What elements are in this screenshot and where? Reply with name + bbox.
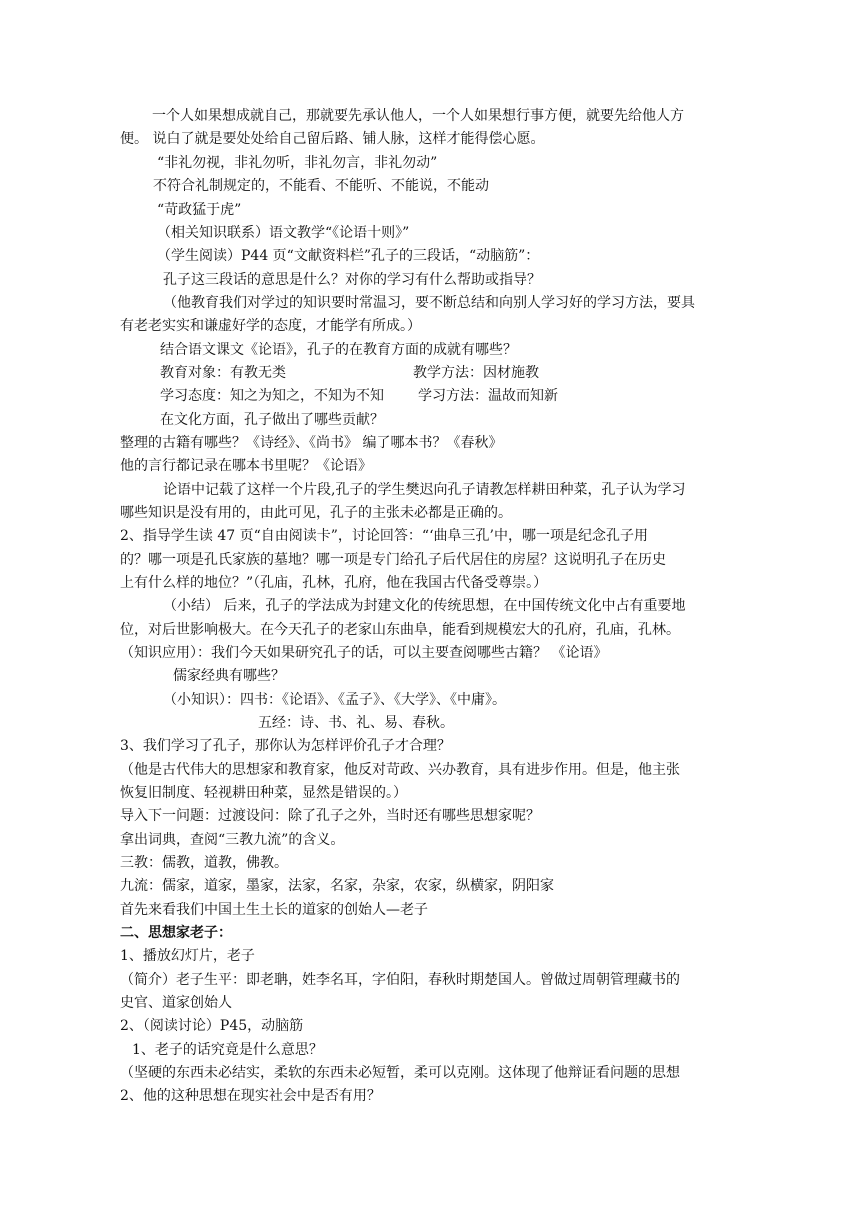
text-line: “苛政猛于虎” (157, 202, 242, 218)
text-line: 1、老子的话究竟是什么意思？ (132, 1042, 323, 1058)
text-line: 便。 说白了就是要处处给自己留后路、铺人脉，这样才能得偿心愿。 (120, 131, 545, 147)
text-line: （知识应用）：我们今天如果研究孔子的话，可以主要查阅哪些古籍？ 《论语》 (120, 645, 608, 661)
text-line: 孔子这三段话的意思是什么？对你的学习有什么帮助或指导？ (163, 272, 541, 288)
text-line: （相关知识联系）语文教学“《论语十则》” (157, 225, 410, 241)
text-line: （简介）老子生平：即老聃，姓李名耳，字伯阳，春秋时期楚国人。曾做过周朝管理藏书的 (120, 972, 680, 988)
text-line: 2、（阅读讨论）P45，动脑筋 (120, 1018, 304, 1034)
text-line: 九流：儒家，道家，墨家，法家，名家，杂家，农家，纵横家，阴阳家 (120, 878, 554, 894)
text-line: 2、指导学生读 47 页“自由阅读卡”，讨论回答：“‘曲阜三孔’中，哪一项是纪念孔子用 (120, 528, 648, 544)
text-line: （学生阅读）P44 页“文献资料栏”孔子的三段话，“动脑筋”： (157, 248, 540, 264)
text-line: 上有什么样的地位？”（孔庙，孔林，孔府，他在我国古代备受尊崇。） (120, 575, 548, 591)
text-line: 他的言行都记录在哪本书里呢？《论语》 (120, 458, 372, 474)
text-line: 教学方法：因材施教 (413, 365, 539, 381)
text-line: 2、他的这种思想在现实社会中是否有用？ (120, 1088, 381, 1104)
text-line: 教育对象：有教无类 (160, 365, 286, 381)
text-line: 五经：诗、书、礼、易、春秋。 (258, 715, 454, 731)
text-line: 不符合礼制规定的，不能看、不能听、不能说，不能动 (153, 178, 489, 194)
section-heading: 二、思想家老子： (120, 925, 232, 941)
text-line: 学习态度：知之为知之，不知为不知 (160, 388, 384, 404)
text-line: 哪些知识是没有用的，由此可见，孔子的主张未必都是正确的。 (120, 505, 512, 521)
text-line: 首先来看我们中国土生土长的道家的创始人—老子 (120, 902, 428, 918)
text-line: 在文化方面，孔子做出了哪些贡献？ (160, 412, 384, 428)
text-line: 三教：儒教，道教，佛教。 (120, 855, 288, 871)
text-line: 导入下一问题：过渡设问：除了孔子之外，当时还有哪些思想家呢？ (120, 808, 540, 824)
text-line: （他是古代伟大的思想家和教育家，他反对苛政、兴办教育，具有进步作用。但是，他主张 (120, 762, 680, 778)
text-line: 1、播放幻灯片，老子 (120, 948, 255, 964)
text-line: （小知识）：四书：《论语》、《孟子》、《大学》、《中庸》。 (163, 692, 506, 708)
text-line: 学习方法：温故而知新 (418, 388, 558, 404)
text-line: （小结） 后来，孔子的学法成为封建文化的传统思想，在中国传统文化中占有重要地 (163, 598, 686, 614)
text-line: 史官、道家创始人 (120, 995, 232, 1011)
text-line: “非礼勿视，非礼勿听，非礼勿言，非礼勿动” (157, 155, 438, 171)
text-line: （坚硬的东西未必结实，柔软的东西未必短暂，柔可以克刚。这体现了他辩证看问题的思想 (120, 1065, 680, 1081)
text-line: 结合语文课文《论语》，孔子的在教育方面的成就有哪些？ (160, 342, 517, 358)
text-line: 恢复旧制度、轻视耕田种菜，显然是错误的。） (120, 785, 407, 801)
text-line: 儒家经典有哪些？ (173, 668, 285, 684)
text-line: 一个人如果想成就自己，那就要先承认他人，一个人如果想行事方便，就要先给他人方 (152, 108, 684, 124)
text-line: 位，对后世影响极大。在今天孔子的老家山东曲阜，能看到规模宏大的孔府，孔庙，孔林。 (120, 622, 680, 638)
text-line: 3、我们学习了孔子，那你认为怎样评价孔子才合理？ (120, 738, 451, 754)
text-line: 论语中记载了这样一个片段,孔子的学生樊迟向孔子请教怎样耕田种菜，孔子认为学习 (163, 482, 686, 498)
text-line: 整理的古籍有哪些？《诗经》、《尚书》 编了哪本书？《春秋》 (120, 435, 503, 451)
text-line: 的？哪一项是孔氏家族的墓地？哪一项是专门给孔子后代居住的房屋？这说明孔子在历史 (120, 552, 666, 568)
text-line: 拿出词典，查阅“三教九流”的含义。 (120, 832, 345, 848)
text-line: 有老老实实和谦虚好学的态度，才能学有所成。） (120, 318, 421, 334)
text-line: （他教育我们对学过的知识要时常温习，要不断总结和向别人学习好的学习方法，要具 (163, 295, 695, 311)
